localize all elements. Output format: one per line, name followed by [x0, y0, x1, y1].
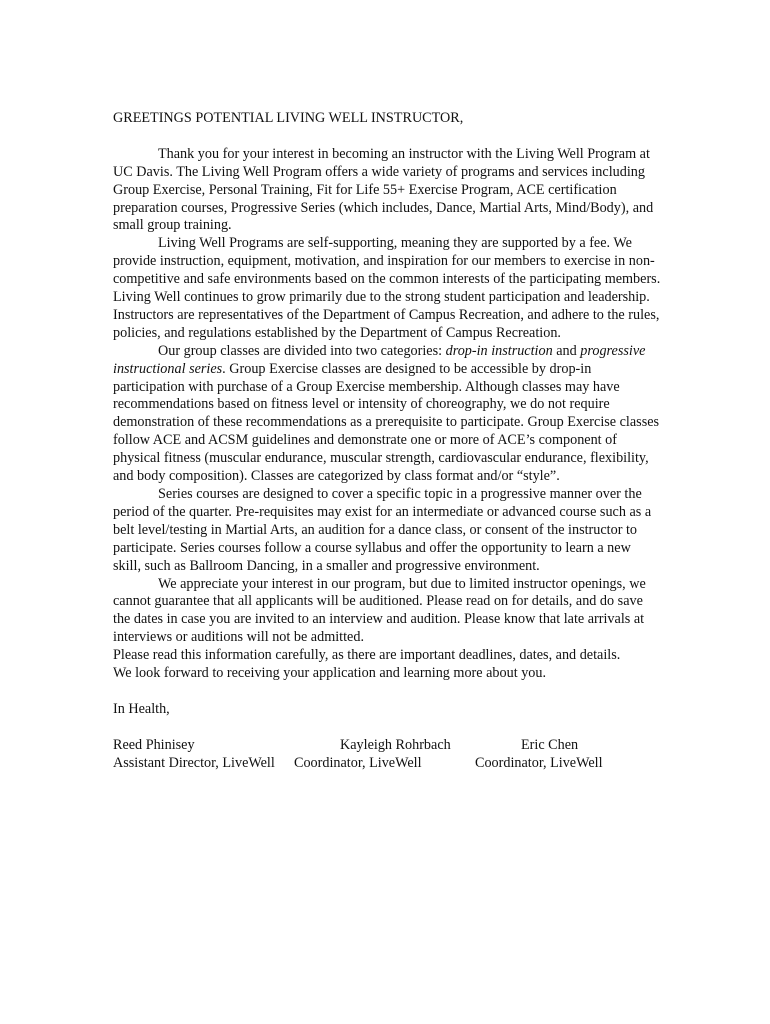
- signatory-name: Reed Phinisey: [113, 736, 195, 753]
- paragraph-limited-openings: We appreciate your interest in our program, but due to limited instructor openings, we cannot guarantee that all applicants will be auditioned. Please read on for details, and do save the dates in case you are invited to an interview and audition. Please know that late arrivals at interviews or auditions will not be admitted.: [113, 575, 646, 646]
- signatory-title: Coordinator, LiveWell: [294, 754, 422, 771]
- group-classes-rest: . Group Exercise classes are designed to be accessible by drop-in participation with purchase of a Group Exercise membership. Although classes may have recommendations based on fitness level or intensity of choreography, we do not require demonstration of these recommendations as a prerequisite to participate. Group Exercise classes follow ACE and ACSM guidelines and demonstrate one or more of ACE’s component of physical fitness (muscular endurance, muscular strength, cardiovascular endurance, flexibility, and body composition). Classes are categorized by class format and/or “style”.: [113, 360, 660, 485]
- signatory-title: Coordinator, LiveWell: [475, 754, 603, 771]
- signatory-name: Kayleigh Rohrbach: [340, 736, 451, 753]
- closing-line-read-carefully: Please read this information carefully, as there are important deadlines, dates, and details.: [113, 647, 621, 664]
- sign-off: In Health,: [113, 700, 170, 717]
- signatory-name: Eric Chen: [521, 736, 579, 753]
- closing-line-look-forward: We look forward to receiving your application and learning more about you.: [113, 665, 547, 682]
- signatory: [294, 737, 451, 773]
- paragraph-self-supporting: Living Well Programs are self-supporting, meaning they are supported by a fee. We provide instruction, equipment, motivation, and inspiration for our members to exercise in non-competitive and safe environments based on the common interests of the participating members. Living Well continues to grow primarily due to the strong student participation and leadership. Instructors are representatives of the Department of Campus Recreation, and adhere to the rules, policies, and regulations established by the Department of Campus Recreation.: [113, 235, 661, 341]
- paragraph-program-overview: Thank you for your interest in becoming an instructor with the Living Well Program at UC Davis. The Living Well Program offers a wide variety of programs and services including Group Exercise, Personal Training, Fit for Life 55+ Exercise Program, ACE certification preparation courses, Progressive Series (which includes, Dance, Martial Arts, Mind/Body), and small group training.: [113, 145, 654, 234]
- letter-body: [113, 110, 661, 773]
- progressive-series-term: progressive instructional series: [113, 342, 646, 377]
- signatory-title: Assistant Director, LiveWell: [113, 754, 275, 771]
- group-classes-intro: Our group classes are divided into two categories:: [158, 342, 446, 359]
- signatory: [113, 737, 275, 773]
- signatory: [475, 737, 603, 773]
- letter-greeting: GREETINGS POTENTIAL LIVING WELL INSTRUCTOR,: [113, 110, 464, 126]
- spacer: [113, 683, 661, 701]
- group-classes-mid: and: [552, 342, 581, 359]
- paragraph-group-classes: [113, 343, 661, 486]
- paragraph-series-courses: Series courses are designed to cover a specific topic in a progressive manner over the period of the quarter. Pre-requisites may exist for an intermediate or advanced course such as a belt level/testing in Martial Arts, an audition for a dance class, or consent of the instructor to participate. Series courses follow a course syllabus and offer the opportunity to learn a new skill, such as Ballroom Dancing, in a smaller and progressive environment.: [113, 486, 652, 574]
- signature-block: [113, 737, 661, 773]
- drop-in-instruction-term: drop-in instruction: [445, 342, 553, 359]
